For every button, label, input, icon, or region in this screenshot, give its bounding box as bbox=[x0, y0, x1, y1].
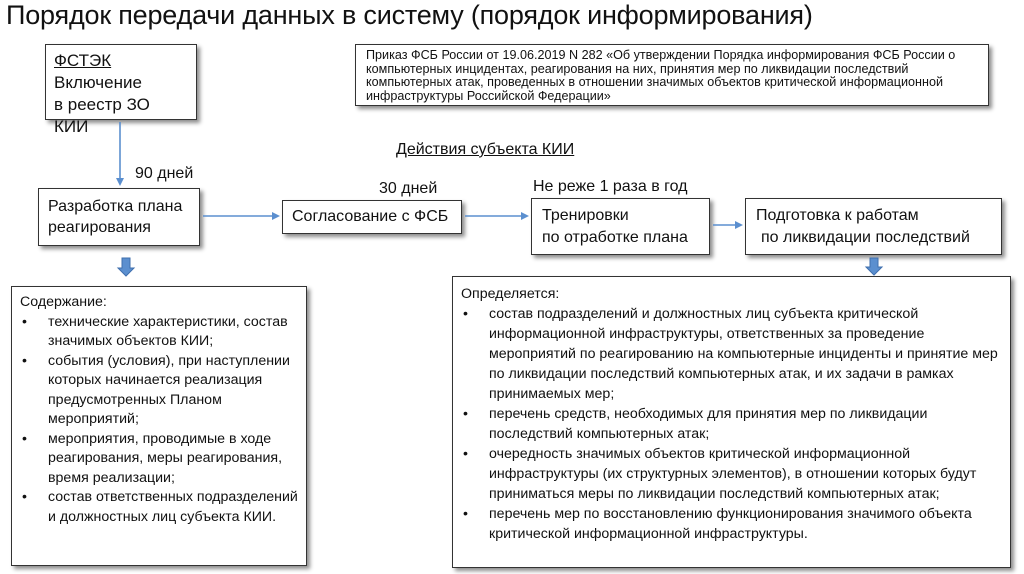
defined-item: • перечень средств, необходимых для принятия мер по ликвидации последствий компьютерных атак; bbox=[461, 404, 1002, 444]
yearly-label: Не реже 1 раза в год bbox=[533, 178, 688, 195]
block-arrow-left bbox=[118, 258, 134, 276]
actions-label: Действия субъекта КИИ bbox=[396, 141, 575, 158]
agree-label: Согласование с ФСБ bbox=[292, 208, 449, 225]
defined-heading: Определяется: bbox=[461, 286, 560, 302]
fstek-line2: в реестр ЗО КИИ bbox=[54, 95, 150, 136]
order-text: Приказ ФСБ России от 19.06.2019 N 282 «Об утверждении Порядка информирования ФСБ России о компьютерных инцидентах, реагирования на них, принятия мер по ликвидации последствий компьютерных атак, проведенных в отношении значимых объектов критической информационной инфраструктуры Российской Федерации» bbox=[366, 48, 956, 103]
content-heading: Содержание: bbox=[20, 294, 107, 310]
page-title: Порядок передачи данных в систему (порядок информирования) bbox=[6, 0, 813, 30]
defined-item: • перечень мер по восстановлению функционирования значимого объекта критической информационной инфраструктуры. bbox=[461, 504, 1002, 544]
training-line1: Тренировки bbox=[542, 207, 629, 224]
develop-line2: реагирования bbox=[48, 219, 151, 236]
fstek-heading: ФСТЭК bbox=[54, 51, 112, 70]
prepare-line2: по ликвидации последствий bbox=[761, 229, 970, 246]
content-item: • события (условия), при наступлении которых начинается реализация предусмотренных Планом мероприятий; bbox=[20, 352, 298, 430]
prepare-line1: Подготовка к работам bbox=[756, 207, 919, 224]
defined-item: • состав подразделений и должностных лиц субъекта критической информационной инфраструктуры, ответственных за проведение мероприятий по реагированию на компьютерные инциденты и принятие мер по ликвидации последствий компьютерных атак, и их задачи в рамках принимаемых мер; bbox=[461, 304, 1002, 404]
content-item: • мероприятия, проводимые в ходе реагирования, меры реагирования, время реализации; bbox=[20, 430, 298, 489]
days-30-label: 30 дней bbox=[379, 180, 438, 197]
block-arrow-right bbox=[866, 258, 882, 275]
days-90-label: 90 дней bbox=[135, 165, 194, 182]
training-line2: по отработке плана bbox=[542, 229, 688, 246]
develop-line1: Разработка плана bbox=[48, 198, 183, 215]
fstek-line1: Включение bbox=[54, 73, 142, 92]
content-item: • состав ответственных подразделений и должностных лиц субъекта КИИ. bbox=[20, 488, 298, 527]
content-item: • технические характеристики, состав значимых объектов КИИ; bbox=[20, 313, 298, 352]
defined-item: • очередность значимых объектов критической информационной инфраструктуры (их структурных элементов), в отношении которых будут приниматься меры по ликвидации последствий компьютерных атак; bbox=[461, 444, 1002, 504]
